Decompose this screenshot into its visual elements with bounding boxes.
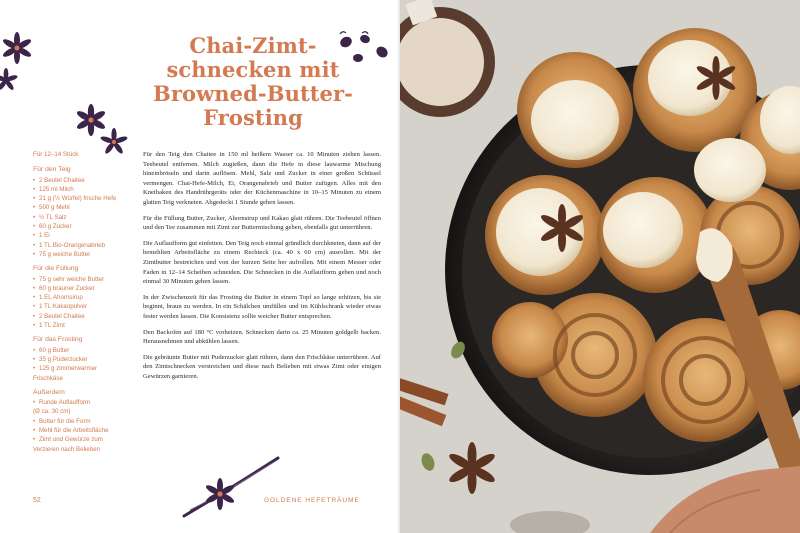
ingredient-item: • 1 TL Zimt <box>33 321 125 330</box>
title-line: Chai-Zimt- <box>189 33 317 58</box>
ingredient-group-heading: Für die Füllung <box>33 265 79 273</box>
ingredient-item: • Zimt und Gewürze zum <box>33 435 125 444</box>
title-line: Browned-Butter- <box>153 81 353 106</box>
instruction-paragraph: Für die Füllung Butter, Zucker, Ahornsirup und Kakao glatt rühren. Die Teebeutel öffnen und den Tee zusammen mit Zimt zur Buttermischung geben, ebenfalls gut unterrühren. <box>143 214 381 232</box>
ingredient-item: • ½ TL Salz <box>33 213 125 222</box>
serving-size: Für 12–14 Stück <box>33 151 79 158</box>
title-line: Frosting <box>203 105 303 130</box>
instruction-paragraph: Die Auflaufform gut einfetten. Den Teig noch einmal gründlich durchkneten, dann auf der bemehlten Arbeitsfläche zu einem Rechteck (ca. 40 x 60 cm) ausrollen. Mit der Zimtbutter bestreichen und von der kurzen Seite her aufrollen. Mit einem Messer oder Faden in 12–14 Scheiben schneiden. Die Schnecken in die Auflaufform geben und noch einmal 30 Minuten gehen lassen. <box>143 239 381 286</box>
ingredient-item: • 75 g sehr weiche Butter <box>33 275 125 284</box>
vanilla-cinnamon-illustration-icon <box>178 450 290 524</box>
running-head: GOLDENE HEFETRÄUME <box>264 497 360 504</box>
recipe-title <box>128 34 378 130</box>
instruction-paragraph: Den Backofen auf 180 °C vorheizen. Schnecken darin ca. 25 Minuten goldgelb backen. Herausnehmen und abkühlen lassen. <box>143 328 381 346</box>
ingredient-item: • 125 ml Milch <box>33 185 125 194</box>
ingredient-item: • Butter für die Form <box>33 417 125 426</box>
recipe-instructions <box>143 150 381 387</box>
right-page-photo <box>400 0 800 533</box>
instruction-paragraph: In der Zwischenzeit für das Frosting die Butter in einem Topf so lange erhitzen, bis sie beginnt, braun zu werden. In ein Schälchen umfüllen und im Kühlschrank wieder etwas fester werden lassen. Die Konsistenz sollte weicher Butter entsprechen. <box>143 293 381 320</box>
ingredient-item: • 1 TL Bio-Orangenabrieb <box>33 241 125 250</box>
ingredient-item-continued: Verzieren nach Belieben <box>33 445 101 453</box>
ingredient-list <box>33 275 125 331</box>
ingredient-item: • 2 Beutel Chaitee <box>33 176 125 185</box>
ingredient-item: • 1 TL Kakaopulver <box>33 302 125 311</box>
instruction-paragraph: Für den Teig den Chaitee in 150 ml heißem Wasser ca. 10 Minuten ziehen lassen. Teebeutel entfernen. Milch zugießen, dann die Hefe in diese lauwarme Mischung hineinbröseln und darin auflösen. Mehl, Salz und Zucker in einer großen Schüssel vermengen. Chai-Hefe-Milch, Ei, Orangenabrieb und Butter zufügen. Alles mit den Knethaken des Handrührgeräts oder der Küchenmaschine in 10–15 Minuten zu einem glatten Teig verkneten. Abgedeckt 1 Stunde gehen lassen. <box>143 151 381 206</box>
ingredient-item: • 60 g Zucker <box>33 222 125 231</box>
ingredient-item: • 35 g Puderzucker <box>33 355 125 364</box>
ingredient-item: • 1 Ei <box>33 231 125 240</box>
ingredient-list <box>33 176 125 260</box>
ingredient-item: • Runde Auflaufform <box>33 398 125 407</box>
cinnamon-rolls-photo <box>400 0 800 533</box>
ingredient-item-continued: Frischkäse <box>33 374 63 382</box>
ingredient-list <box>33 398 125 454</box>
ingredient-item-continued: (Ø ca. 30 cm) <box>33 408 71 416</box>
star-anise-illustration-icon <box>0 30 40 100</box>
ingredient-group-heading: Außerdem <box>33 388 65 396</box>
ingredient-item: • 60 g brauner Zucker <box>33 284 125 293</box>
title-line: schnecken mit <box>166 57 340 82</box>
ingredient-list <box>33 346 125 383</box>
instruction-paragraph: Die gebräunte Butter mit Puderzucker glatt rühren, dann den Frischkäse unterrühren. Auf den Zimtschnecken verstreichen und diese nach Belieben mit etwas Zimt oder einigen Gewürzen garnieren. <box>143 353 381 380</box>
ingredient-item: • 21 g (½ Würfel) frische Hefe <box>33 194 125 203</box>
page-number: 52 <box>33 497 41 504</box>
ingredient-item: • 60 g Butter <box>33 346 125 355</box>
ingredient-item: • Mehl für die Arbeitsfläche <box>33 426 125 435</box>
ingredients-sidebar <box>33 150 125 454</box>
ingredient-item: • 1 EL Ahornsirup <box>33 293 125 302</box>
ingredient-group-heading: Für den Teig <box>33 166 71 174</box>
ingredient-item: • 2 Beutel Chaitee <box>33 312 125 321</box>
ingredient-item: • 75 g weiche Butter <box>33 250 125 259</box>
ingredient-group-heading: Für das Frosting <box>33 336 83 344</box>
ingredient-item: • 125 g zimmerwarmer <box>33 364 125 373</box>
ingredient-item: • 500 g Mehl <box>33 203 125 212</box>
